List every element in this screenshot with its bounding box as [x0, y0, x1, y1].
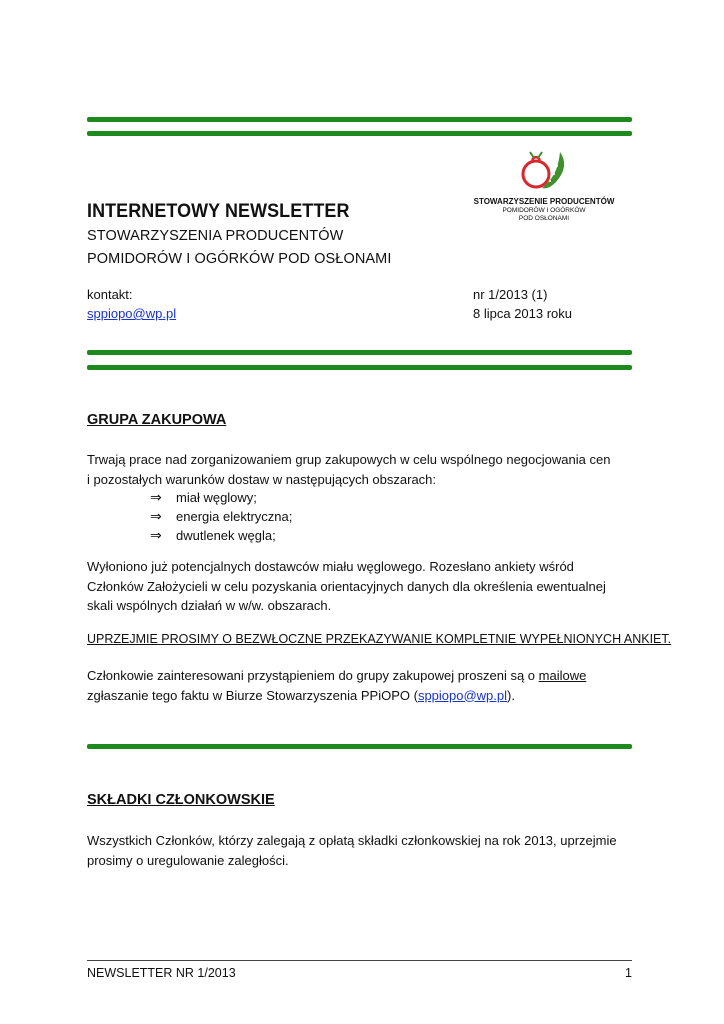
- arrow-icon: ⇒: [150, 508, 162, 524]
- section2-line-2: prosimy o uregulowanie zaległości.: [87, 852, 289, 868]
- para3-line-2: [87, 686, 638, 706]
- newsletter-title: INTERNETOWY NEWSLETTER: [87, 200, 350, 222]
- top-green-bar-1: [87, 117, 632, 122]
- separator-bar-2: [87, 365, 632, 370]
- para2-line-2: Członków Założycieli w celu pozyskania orientacyjnych danych dla określenia ewentualnej: [87, 578, 606, 594]
- contact-label: kontakt:: [87, 287, 133, 302]
- intro-line-2: i pozostałych warunków dostaw w następujących obszarach:: [87, 471, 437, 487]
- bullet-text: energia elektryczna;: [176, 509, 293, 524]
- section1-paragraph-3: [87, 666, 638, 705]
- logo-line-2: POMIDORÓW I OGÓRKÓW: [502, 207, 586, 214]
- page-number: 1: [625, 966, 632, 980]
- subtitle-line-1: STOWARZYSZENIA PRODUCENTÓW: [87, 228, 344, 244]
- bullet-text: miał węglowy;: [176, 490, 257, 505]
- logo-line-3: POD OSŁONAMI: [518, 215, 570, 222]
- association-logo: [466, 148, 622, 226]
- subtitle-line-2: POMIDORÓW I OGÓRKÓW POD OSŁONAMI: [87, 251, 392, 267]
- list-item: [150, 527, 276, 544]
- arrow-icon: ⇒: [150, 527, 162, 543]
- logo-line-1: STOWARZYSZENIE PRODUCENTÓW: [473, 197, 615, 206]
- footer-rule: [87, 960, 632, 961]
- para3-line-1: [87, 666, 638, 686]
- contact-email-wrap: [87, 306, 176, 321]
- section1-paragraph-2: [87, 557, 638, 616]
- intro-line-1: Trwają prace nad zorganizowaniem grup zakupowych w celu wspólnego negocjowania cen: [87, 452, 611, 467]
- separator-bar-1: [87, 350, 632, 355]
- section1-intro: [87, 450, 638, 489]
- office-email-link[interactable]: sppiopo@wp.pl: [417, 687, 508, 703]
- para3-line-2-end: ).: [507, 687, 515, 703]
- para3-line-1-text: Członkowie zainteresowani przystąpieniem do grupy zakupowej proszeni są o: [87, 668, 536, 683]
- list-item: [150, 508, 292, 525]
- bullet-text: dwutlenek węgla;: [176, 528, 276, 543]
- contact-email-link[interactable]: sppiopo@wp.pl: [87, 306, 177, 321]
- mailowe-link[interactable]: mailowe: [538, 668, 587, 683]
- para2-line-3: skali wspólnych działań w w/w. obszarach.: [87, 598, 332, 613]
- section2-line-1: Wszystkich Członków, którzy zalegają z opłatą składki członkowskiej na rok 2013, uprzejmie: [87, 833, 617, 848]
- section2-paragraph: [87, 831, 638, 870]
- survey-request-notice: UPRZEJMIE PROSIMY O BEZWŁOCZNE PRZEKAZYWANIE KOMPLETNIE WYPEŁNIONYCH ANKIET.: [87, 632, 672, 646]
- para3-line-2-start: zgłaszanie tego faktu w Biurze Stowarzyszenia PPiOPO (: [87, 687, 418, 703]
- issue-number: nr 1/2013 (1): [473, 287, 548, 302]
- arrow-icon: ⇒: [150, 489, 162, 505]
- footer-newsletter-label: NEWSLETTER NR 1/2013: [87, 966, 236, 980]
- issue-date: 8 lipca 2013 roku: [473, 306, 573, 321]
- para2-line-1: Wyłoniono już potencjalnych dostawców miału węglowego. Rozesłano ankiety wśród: [87, 559, 574, 574]
- list-item: [150, 489, 257, 506]
- section-heading-purchasing-group: GRUPA ZAKUPOWA: [87, 412, 227, 428]
- section-heading-membership-fees: SKŁADKI CZŁONKOWSKIE: [87, 792, 275, 808]
- section-separator-bar: [87, 744, 632, 749]
- tomato-cucumber-icon: [512, 148, 576, 194]
- top-green-bar-2: [87, 131, 632, 136]
